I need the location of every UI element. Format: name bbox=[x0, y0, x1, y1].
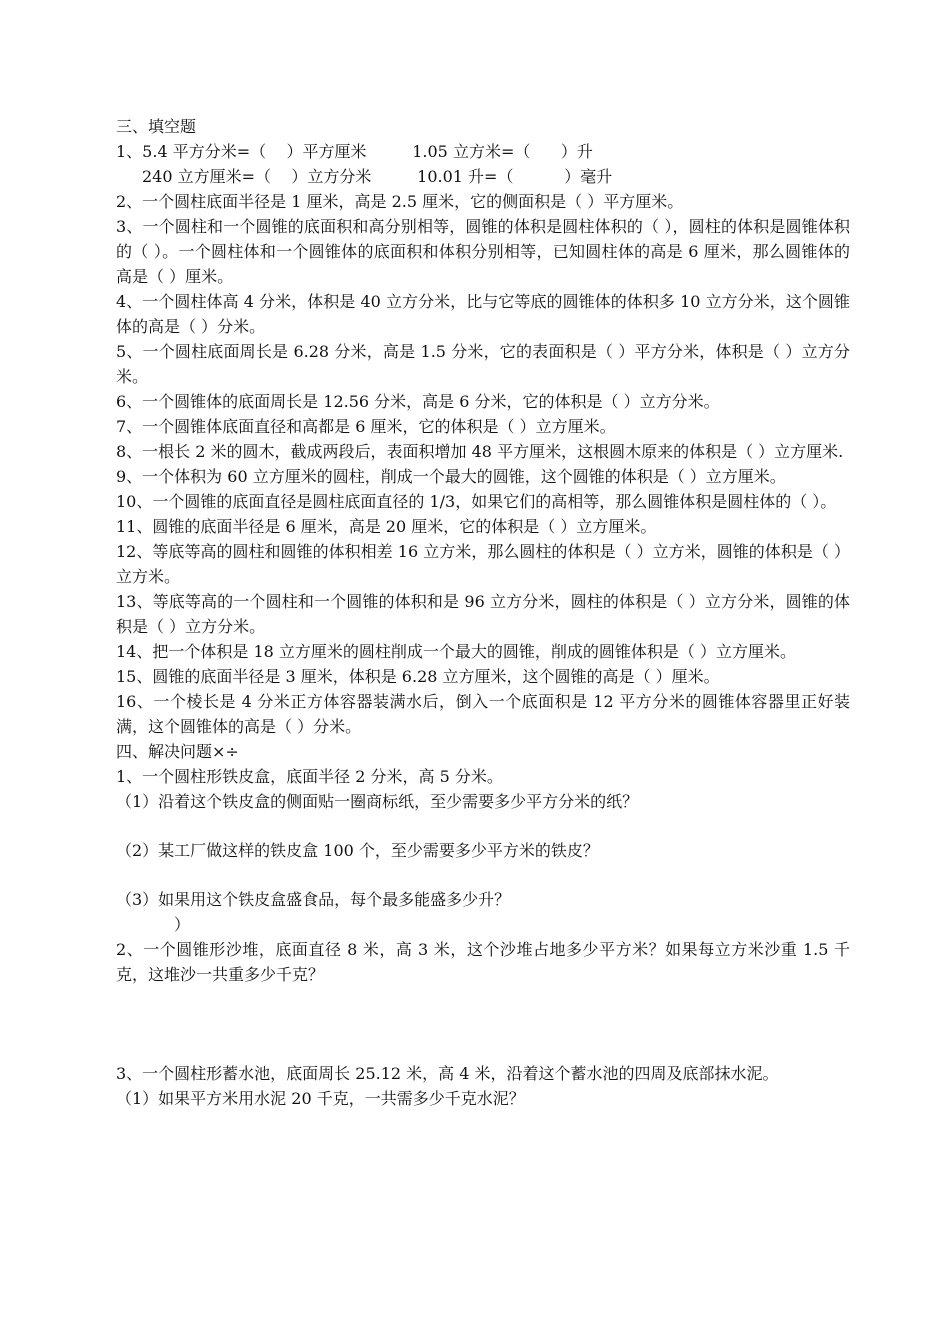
section3-heading: 三、填空题 bbox=[116, 117, 197, 136]
question-6: 6、一个圆锥体的底面周长是 12.56 分米，高是 6 分米，它的体积是（ ）立方分米。 bbox=[116, 392, 720, 411]
question-1-line-1: 1、5.4 平方分米=（ ）平方厘米 1.05 立方米=（ ）升 bbox=[116, 142, 593, 161]
question-16: 16、一个棱长是 4 分米正方体容器装满水后，倒入一个底面积是 12 平方分米的圆锥体容器里正好装满，这个圆锥体的高是（ ）分米。 bbox=[116, 692, 850, 736]
section4-heading: 四、解决问题×÷ bbox=[116, 742, 239, 761]
answer-space bbox=[116, 814, 850, 838]
question-15: 15、圆锥的底面半径是 3 厘米，体积是 6.28 立方厘米，这个圆锥的高是（ ）厘米。 bbox=[116, 667, 720, 686]
question-3: 3、一个圆柱和一个圆锥的底面积和高分别相等，圆锥的体积是圆柱体积的（ ），圆柱的体积是圆锥体积的（ ）。一个圆柱体和一个圆锥体的底面积和体积分别相等，已知圆柱体的高是 6 厘米，那么圆锥体的高是（ ）厘米。 bbox=[116, 217, 850, 286]
question-14: 14、把一个体积是 18 立方厘米的圆柱削成一个最大的圆锥，削成的圆锥体积是（ ）立方厘米。 bbox=[116, 642, 796, 661]
problem-3-part-1: （1）如果平方米用水泥 20 千克，一共需多少千克水泥？ bbox=[116, 1089, 525, 1108]
problem-1: 1、一个圆柱形铁皮盒，底面半径 2 分米，高 5 分米。 bbox=[116, 767, 503, 786]
problem-1-part-2: （2）某工厂做这样的铁皮盒 100 个，至少需要多少平方米的铁皮？ bbox=[116, 841, 599, 860]
question-13: 13、等底等高的一个圆柱和一个圆锥的体积和是 96 立方分米，圆柱的体积是（ ）立方分米，圆锥的体积是（ ）立方分米。 bbox=[116, 592, 850, 636]
question-4: 4、一个圆柱体高 4 分米，体积是 40 立方分米，比与它等底的圆锥体的体积多 10 立方分米，这个圆锥体的高是（ ）分米。 bbox=[116, 292, 850, 336]
problem-1-part-3: （3）如果用这个铁皮盒盛食品，每个最多能盛多少升？ bbox=[116, 890, 511, 909]
problem-2: 2、一个圆锥形沙堆，底面直径 8 米，高 3 米，这个沙堆占地多少平方米？如果每立方米沙重 1.5 千克，这堆沙一共重多少千克？ bbox=[116, 940, 850, 984]
problem-1-part-1: （1）沿着这个铁皮盒的侧面贴一圈商标纸，至少需要多少平方分米的纸？ bbox=[116, 792, 639, 811]
question-12: 12、等底等高的圆柱和圆锥的体积相差 16 立方米，那么圆柱的体积是（ ）立方米，圆锥的体积是（ ）立方米。 bbox=[116, 542, 850, 586]
question-1-line-2: 240 立方厘米=（ ）立方分米 10.01 升=（ ）毫升 bbox=[142, 167, 613, 186]
answer-space bbox=[116, 987, 850, 1061]
stray-paren: ） bbox=[174, 915, 191, 934]
question-8: 8、一根长 2 米的圆木，截成两段后，表面积增加 48 平方厘米，这根圆木原来的体积是（ ）立方厘米. bbox=[116, 442, 844, 461]
question-7: 7、一个圆锥体底面直径和高都是 6 厘米，它的体积是（ ）立方厘米。 bbox=[116, 417, 616, 436]
question-2: 2、一个圆柱底面半径是 1 厘米，高是 2.5 厘米，它的侧面积是（ ）平方厘米。 bbox=[116, 192, 684, 211]
question-11: 11、圆锥的底面半径是 6 厘米，高是 20 厘米，它的体积是（ ）立方厘米。 bbox=[116, 517, 657, 536]
question-5: 5、一个圆柱底面周长是 6.28 分米，高是 1.5 分米，它的表面积是（ ）平方分米，体积是（ ）立方分米。 bbox=[116, 342, 850, 386]
worksheet-content bbox=[116, 114, 850, 1111]
problem-3: 3、一个圆柱形蓄水池，底面周长 25.12 米，高 4 米，沿着这个蓄水池的四周及底部抹水泥。 bbox=[116, 1064, 779, 1083]
question-9: 9、一个体积为 60 立方厘米的圆柱，削成一个最大的圆锥，这个圆锥的体积是（ ）立方厘米。 bbox=[116, 467, 786, 486]
question-10: 10、一个圆锥的底面直径是圆柱底面直径的 1/3，如果它们的高相等，那么圆锥体积是圆柱体的（ ）。 bbox=[116, 492, 837, 511]
answer-space bbox=[116, 863, 850, 887]
